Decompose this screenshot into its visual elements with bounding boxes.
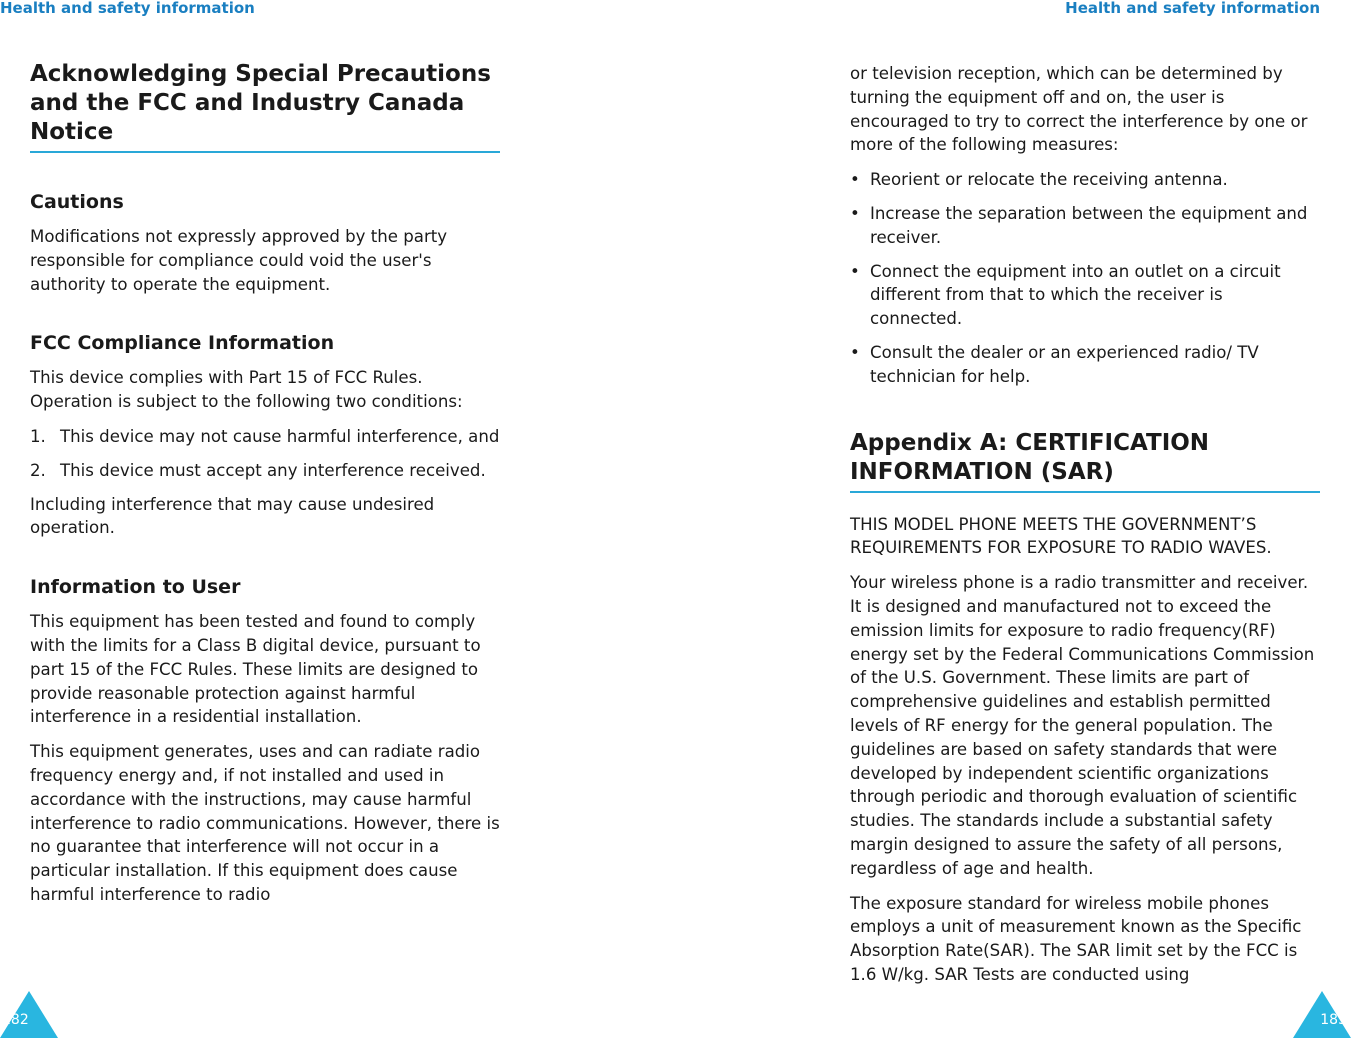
numbered-item [30,425,500,449]
page-number-right: 183 [1320,1012,1347,1028]
bullet-item [850,341,1320,389]
numbered-item [30,459,500,483]
cautions-paragraph: Modifications not expressly approved by the party responsible for compliance could void the user's authority to operate the equipment. [30,227,448,294]
continued-paragraph: or television reception, which can be determined by turning the equipment off and on, the user is encouraged to try to correct the interference by one or more of the following measures: [850,64,1308,155]
section-title: Acknowledging Special Precautions and the FCC and Industry Canada Notice [30,60,500,153]
item-number: 1. [30,426,46,446]
bullet-text: Connect the equipment into an outlet on a circuit different from that to which the receiver is connected. [870,261,1281,329]
info-paragraph-1: This equipment has been tested and found to comply with the limits for a Class B digital device, pursuant to part 15 of the FCC Rules. These limits are designed to provide reasonable protection against harmful interference in a residential installation. [30,612,481,727]
bullet-marker: • [850,342,860,362]
fcc-outro: Including interference that may cause undesired operation. [30,494,435,538]
running-header-right: Health and safety information [1065,0,1320,17]
cautions-heading: Cautions [30,191,124,213]
bullet-text: Consult the dealer or an experienced radio/ TV technician for help. [870,342,1259,386]
item-number: 2. [30,460,46,480]
appendix-paragraph-2: Your wireless phone is a radio transmitter and receiver. It is designed and manufactured not to exceed the emission limits for exposure to radio frequency(RF) energy set by the Federal Communications Commission of the U.S. Government. These limits are part of comprehensive guidelines and establish permitted levels of RF energy for the general population. The guidelines are based on safety standards that were developed by independent scientific organizations through periodic and thorough evaluation of scientific studies. The standards include a substantial safety margin designed to assure the safety of all persons, regardless of age and health. [850,573,1315,878]
bullet-marker: • [850,203,860,223]
bullet-marker: • [850,170,860,190]
info-paragraph-2: This equipment generates, uses and can radiate radio frequency energy and, if not installed and used in accordance with the instructions, may cause harmful interference to radio communications. However, there is no guarantee that interference will not occur in a particular installation. If this equipment does cause harmful interference to radio [30,742,500,904]
right-page [850,62,1320,998]
appendix-paragraph-3: The exposure standard for wireless mobile phones employs a unit of measurement known as the Specific Absorption Rate(SAR). The SAR limit set by the FCC is 1.6 W/kg. SAR Tests are conducted using [850,893,1302,984]
running-header-left: Health and safety information [0,0,255,17]
bullet-text: Reorient or relocate the receiving antenna. [870,170,1228,190]
appendix-paragraph-1: THIS MODEL PHONE MEETS THE GOVERNMENT’S REQUIREMENTS FOR EXPOSURE TO RADIO WAVES. [850,514,1272,558]
fcc-heading: FCC Compliance Information [30,332,335,355]
bullet-text: Increase the separation between the equipment and receiver. [870,203,1308,247]
bullet-item [850,202,1320,250]
fcc-intro: This device complies with Part 15 of FCC Rules. Operation is subject to the following two conditions: [30,368,463,412]
info-heading: Information to User [30,576,241,599]
appendix-title: Appendix A: CERTIFICATION INFORMATION (SAR) [850,429,1320,493]
bullet-marker: • [850,261,860,281]
item-text: This device may not cause harmful interference, and [60,426,500,446]
page-number-left: 182 [2,1012,29,1028]
bullet-item [850,260,1320,331]
bullet-item [850,168,1320,192]
left-page [30,60,500,918]
item-text: This device must accept any interference received. [60,460,486,480]
